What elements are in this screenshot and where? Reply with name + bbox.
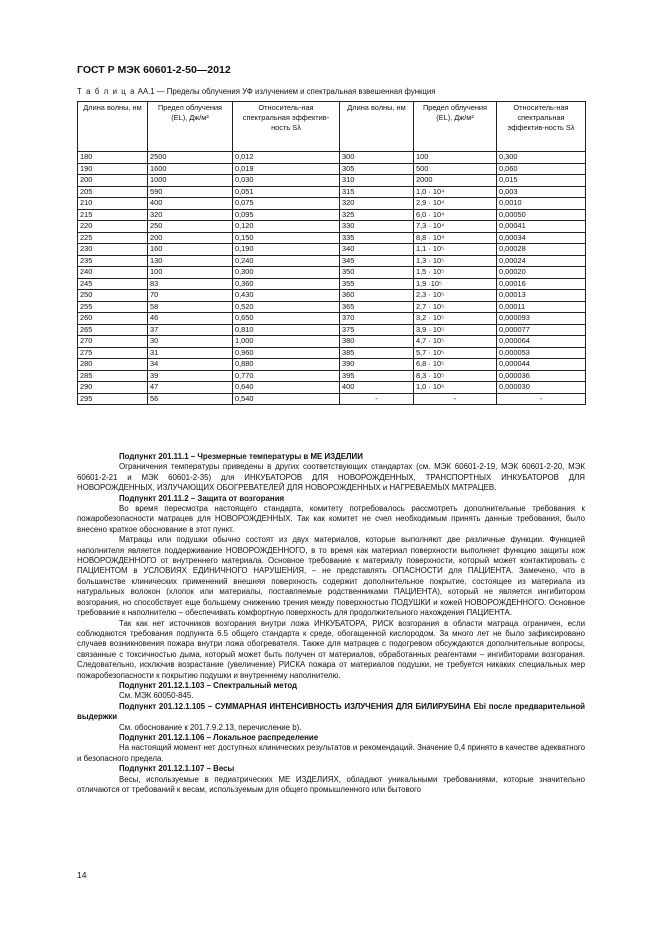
table-cell: 1,000 <box>233 336 340 348</box>
paragraph: На настоящий момент нет доступных клинических результатов и рекомендаций. Значение 0,4 принято в качестве адекватного и безопасного предела. <box>77 743 585 763</box>
table-cell: 6,8 · 10⁵ <box>414 359 497 371</box>
table-cell: 0,00011 <box>497 301 586 313</box>
table-cell: 0,00050 <box>497 209 586 221</box>
table-cell: 0,640 <box>233 382 340 394</box>
table-cell: 190 <box>78 163 148 175</box>
table-cell: 0,003 <box>497 186 586 198</box>
table-cell: 0,060 <box>497 163 586 175</box>
subclause-heading: Подпункт 201.11.1 – Чрезмерные температуры в МЕ ИЗДЕЛИИ <box>119 452 363 461</box>
table-cell: - <box>340 393 414 405</box>
paragraph: См. МЭК 60050-845. <box>119 691 194 701</box>
table-cell: 0,00016 <box>497 278 586 290</box>
table-cell: 275 <box>78 347 148 359</box>
table-cell: 0,000093 <box>497 313 586 325</box>
table-cell: 400 <box>340 382 414 394</box>
table-cell: 345 <box>340 255 414 267</box>
table-cell: 130 <box>148 255 233 267</box>
table-cell: 0,000064 <box>497 336 586 348</box>
table-row <box>78 209 586 221</box>
table-cell: 355 <box>340 278 414 290</box>
paragraph: Ограничения температуры приведены в других соответствующих стандартах (см. МЭК 60601-2-19, МЭК 60601-2-20, МЭК 60601-2-21 и МЭК 60601-2-35) для ИНКУБАТОРОВ ДЛЯ НОВОРОЖДЕННЫХ, ТРАНСПОРТНЫХ ИНКУБАТОРОВ ДЛЯ НОВОРОЖДЕННЫХ, ИЗЛУЧАЮЩИХ ОБОГРЕВАТЕЛЕЙ ДЛЯ НОВОРОЖДЕННЫХ и НАГРЕВАЕМЫХ МАТРАЦЕВ. <box>77 462 585 493</box>
header-wavelength-2: Длина волны, нм <box>340 102 414 152</box>
table-cell: 200 <box>78 175 148 187</box>
table-cell: 1,0 · 10⁴ <box>414 186 497 198</box>
table-row <box>78 370 586 382</box>
table-cell: 235 <box>78 255 148 267</box>
table-cell: 305 <box>340 163 414 175</box>
table-cell: 2,7 · 10⁵ <box>414 301 497 313</box>
subclause-heading: Подпункт 201.11.2 – Защита от возгорания <box>119 493 285 503</box>
table-cell: 290 <box>78 382 148 394</box>
table-cell: 0,00028 <box>497 244 586 256</box>
table-cell: 365 <box>340 301 414 313</box>
table-cell: 340 <box>340 244 414 256</box>
header-exposure-limit-2: Предел облучения (EL), Дж/м² <box>414 102 497 152</box>
table-row <box>78 382 586 394</box>
table-cell: 0,240 <box>233 255 340 267</box>
table-cell: 0,00034 <box>497 232 586 244</box>
paragraph: Так как нет источников возгорания внутри ложа ИНКУБАТОРА, РИСК возгорания в области матраца ограничен, если соблюдаются требования подпункта 6.5 общего стандарта к среде, обогащенной кислородом. За много лет не было зафиксировано случаев возникновения пожара внутри ложа обогревателя. Также для матрацев с подогревом обсуждаются дополнительные вопросы, связанные с токсичностью дыма, который может быть получен от материалов, обработанных реагентами – ингибиторами возгорания. Следовательно, исключив возрастание (увеличение) РИСКА пожара от материалов подушки, не требуется никаких специальных мер пожаробезопасности к покрытию подушки и внутреннему наполнителю. <box>77 618 585 680</box>
paragraph: Матрацы или подушки обычно состоят из двух материалов, которые выполняют две различные функции. Функцией наполнителя является поддерживание НОВОРОЖДЕННОГО, в то время как материал поверхности выполняет функцию защиты кож НОВОРОЖДЕННОГО от внутреннего материала. Основное требование к материалу поверхности, который может контактировать с ПАЦИЕНТОМ в УСЛОВИЯХ ЕДИНИЧНОГО НАРУШЕНИЯ, – не представлять ОПАСНОСТИ для ПАЦИЕНТА. Замечено, что в большинстве клинических применений внешняя поверхность содержит дополнительное покрытие, состоящее из материала из натуральных волокон (хлопок или материалы, поставляемые родственниками ПАЦИЕНТА), который не является ингибитором возгорания, но способствует еще большему снижению трения между поверхностью ПОДУШКИ и кожей НОВОРОЖДЕННОГО. Основное требование к наполнителю – обеспечивать комфортную поверхность для продолжительного нахождения ПАЦИЕНТА. <box>77 535 585 618</box>
table-cell: 37 <box>148 324 233 336</box>
table-cell: 3,2 · 10⁵ <box>414 313 497 325</box>
table-cell: 0,360 <box>233 278 340 290</box>
table-cell: 0,012 <box>233 152 340 164</box>
header-wavelength: Длина волны, нм <box>78 102 148 152</box>
table-cell: 0,520 <box>233 301 340 313</box>
table-cell: 320 <box>148 209 233 221</box>
table-row <box>78 347 586 359</box>
header-exposure-limit: Предел облучения (EL), Дж/м² <box>148 102 233 152</box>
table-cell: 0,770 <box>233 370 340 382</box>
table-cell: 0,000053 <box>497 347 586 359</box>
table-cell: 230 <box>78 244 148 256</box>
table-cell: 205 <box>78 186 148 198</box>
table-cell: 225 <box>78 232 148 244</box>
table-row <box>78 244 586 256</box>
table-cell: 0,190 <box>233 244 340 256</box>
table-cell: 0,540 <box>233 393 340 405</box>
table-cell: 34 <box>148 359 233 371</box>
table-cell: 0,000077 <box>497 324 586 336</box>
table-caption <box>77 87 435 96</box>
table-header-row <box>78 102 586 152</box>
table-row <box>78 324 586 336</box>
table-cell: 56 <box>148 393 233 405</box>
table-cell: 47 <box>148 382 233 394</box>
table-cell: 0,00041 <box>497 221 586 233</box>
table-cell: 0,051 <box>233 186 340 198</box>
table-cell: 310 <box>340 175 414 187</box>
subclause-heading: Подпункт 201.12.1.105 – СУММАРНАЯ ИНТЕНСИВНОСТЬ ИЗЛУЧЕНИЯ ДЛЯ БИЛИРУБИНА Ebi после предварительной выдержки <box>77 701 585 722</box>
table-cell: 0,019 <box>233 163 340 175</box>
header-relative-effectiveness-2: Относитель-ная спектральная эффектив-ность Sλ <box>497 102 586 152</box>
table-cell: 220 <box>78 221 148 233</box>
table-row <box>78 198 586 210</box>
paragraph: Во время пересмотра настоящего стандарта, комитету потребовалось рассмотреть дополнительные требования к пожаробезопасности матрацев для НОВОРОЖДЕННЫХ. Так как комитет не счел необходимым принять данные требования, было внесено краткое обоснование в этот пункт. <box>77 504 585 534</box>
table-cell: 46 <box>148 313 233 325</box>
table-cell: 280 <box>78 359 148 371</box>
table-cell: 395 <box>340 370 414 382</box>
table-cell: 0,00020 <box>497 267 586 279</box>
table-cell: 0,300 <box>233 267 340 279</box>
page-number: 14 <box>77 870 87 880</box>
table-cell: 1,9 ·10⁵ <box>414 278 497 290</box>
table-row <box>78 359 586 371</box>
table-row <box>78 336 586 348</box>
table-cell: 160 <box>148 244 233 256</box>
table-cell: - <box>497 393 586 405</box>
table-row <box>78 313 586 325</box>
document-header: ГОСТ Р МЭК 60601-2-50—2012 <box>77 64 231 76</box>
table-cell: 8,3 · 10⁵ <box>414 370 497 382</box>
uv-limits-table <box>77 101 586 405</box>
table-cell: 5,7 · 10⁵ <box>414 347 497 359</box>
table-cell: 2,9 · 10⁴ <box>414 198 497 210</box>
table-cell: 255 <box>78 301 148 313</box>
table-cell: 180 <box>78 152 148 164</box>
table-cell: 320 <box>340 198 414 210</box>
table-caption-text: АА.1 — Пределы облучения УФ излучением и спектральная взвешенная функция <box>135 87 436 96</box>
table-cell: 8,8 · 10⁴ <box>414 232 497 244</box>
subclause-heading: Подпункт 201.12.1.106 – Локальное распределение <box>119 732 319 742</box>
table-cell: 0,300 <box>497 152 586 164</box>
subclause-heading: Подпункт 201.12.1.107 – Весы <box>119 764 235 774</box>
table-cell: 0,120 <box>233 221 340 233</box>
table-cell: 250 <box>148 221 233 233</box>
table-cell: 58 <box>148 301 233 313</box>
table-cell: 0,000036 <box>497 370 586 382</box>
table-cell: 590 <box>148 186 233 198</box>
table-cell: 215 <box>78 209 148 221</box>
table-cell: 0,00013 <box>497 290 586 302</box>
paragraph: См. обоснование к 201.7.9.2.13, перечисление b). <box>119 722 302 732</box>
table-cell: 385 <box>340 347 414 359</box>
table-cell: 0,960 <box>233 347 340 359</box>
table-cell: 325 <box>340 209 414 221</box>
table-cell: 1600 <box>148 163 233 175</box>
table-cell: 300 <box>340 152 414 164</box>
paragraph: Весы, используемые в педиатрических МЕ ИЗДЕЛИЯХ, обладают уникальными требованиями, которые значительно отличаются от требований к весам, используемым для общего промышленного или бытового <box>77 774 585 794</box>
table-cell: 390 <box>340 359 414 371</box>
table-cell: 2000 <box>414 175 497 187</box>
table-row <box>78 186 586 198</box>
table-row <box>78 393 586 405</box>
table-cell: 265 <box>78 324 148 336</box>
table-cell: 0,650 <box>233 313 340 325</box>
table-cell: 0,000044 <box>497 359 586 371</box>
table-cell: 245 <box>78 278 148 290</box>
table-row <box>78 232 586 244</box>
table-cell: 2500 <box>148 152 233 164</box>
body-text <box>77 452 585 795</box>
table-cell: 1,3 · 10⁵ <box>414 255 497 267</box>
table-cell: 250 <box>78 290 148 302</box>
table-cell: 0,030 <box>233 175 340 187</box>
table-cell: 39 <box>148 370 233 382</box>
table-cell: 0,075 <box>233 198 340 210</box>
table-cell: 200 <box>148 232 233 244</box>
table-cell: 100 <box>414 152 497 164</box>
table-cell: 370 <box>340 313 414 325</box>
table-cell: 100 <box>148 267 233 279</box>
table-cell: 0,015 <box>497 175 586 187</box>
table-cell: 375 <box>340 324 414 336</box>
table-row <box>78 175 586 187</box>
table-cell: 380 <box>340 336 414 348</box>
table-cell: 360 <box>340 290 414 302</box>
table-cell: 1,1 · 10⁵ <box>414 244 497 256</box>
table-cell: 30 <box>148 336 233 348</box>
header-relative-effectiveness: Относитель-ная спектральная эффектив-ность Sλ <box>233 102 340 152</box>
table-cell: 350 <box>340 267 414 279</box>
table-cell: 270 <box>78 336 148 348</box>
table-cell: 315 <box>340 186 414 198</box>
subclause-heading: Подпункт 201.12.1.103 – Спектральный метод <box>119 680 298 690</box>
table-body <box>78 152 586 405</box>
table-cell: 1,0 · 10⁶ <box>414 382 497 394</box>
table-cell: 240 <box>78 267 148 279</box>
table-cell: 7,3 · 10⁴ <box>414 221 497 233</box>
table-cell: 500 <box>414 163 497 175</box>
table-row <box>78 221 586 233</box>
table-cell: 285 <box>78 370 148 382</box>
table-cell: - <box>414 393 497 405</box>
table-cell: 0,880 <box>233 359 340 371</box>
table-cell: 83 <box>148 278 233 290</box>
table-cell: 0,0010 <box>497 198 586 210</box>
table-row <box>78 290 586 302</box>
table-cell: 260 <box>78 313 148 325</box>
table-cell: 0,095 <box>233 209 340 221</box>
table-cell: 295 <box>78 393 148 405</box>
table-row <box>78 152 586 164</box>
table-cell: 1,5 · 10⁵ <box>414 267 497 279</box>
table-row <box>78 255 586 267</box>
table-cell: 0,430 <box>233 290 340 302</box>
table-cell: 3,9 · 10⁵ <box>414 324 497 336</box>
table-row <box>78 278 586 290</box>
table-caption-prefix: Т а б л и ц а <box>77 87 136 96</box>
table-cell: 4,7 · 10⁵ <box>414 336 497 348</box>
table-cell: 0,810 <box>233 324 340 336</box>
table-cell: 31 <box>148 347 233 359</box>
table-cell: 1000 <box>148 175 233 187</box>
table-row <box>78 301 586 313</box>
table-cell: 70 <box>148 290 233 302</box>
table-cell: 0,150 <box>233 232 340 244</box>
table-cell: 210 <box>78 198 148 210</box>
table-cell: 2,3 · 10⁵ <box>414 290 497 302</box>
table-cell: 335 <box>340 232 414 244</box>
table-row <box>78 267 586 279</box>
table-cell: 400 <box>148 198 233 210</box>
table-cell: 330 <box>340 221 414 233</box>
table-cell: 6,0 · 10⁴ <box>414 209 497 221</box>
table-cell: 0,00024 <box>497 255 586 267</box>
table-cell: 0,000030 <box>497 382 586 394</box>
table-row <box>78 163 586 175</box>
